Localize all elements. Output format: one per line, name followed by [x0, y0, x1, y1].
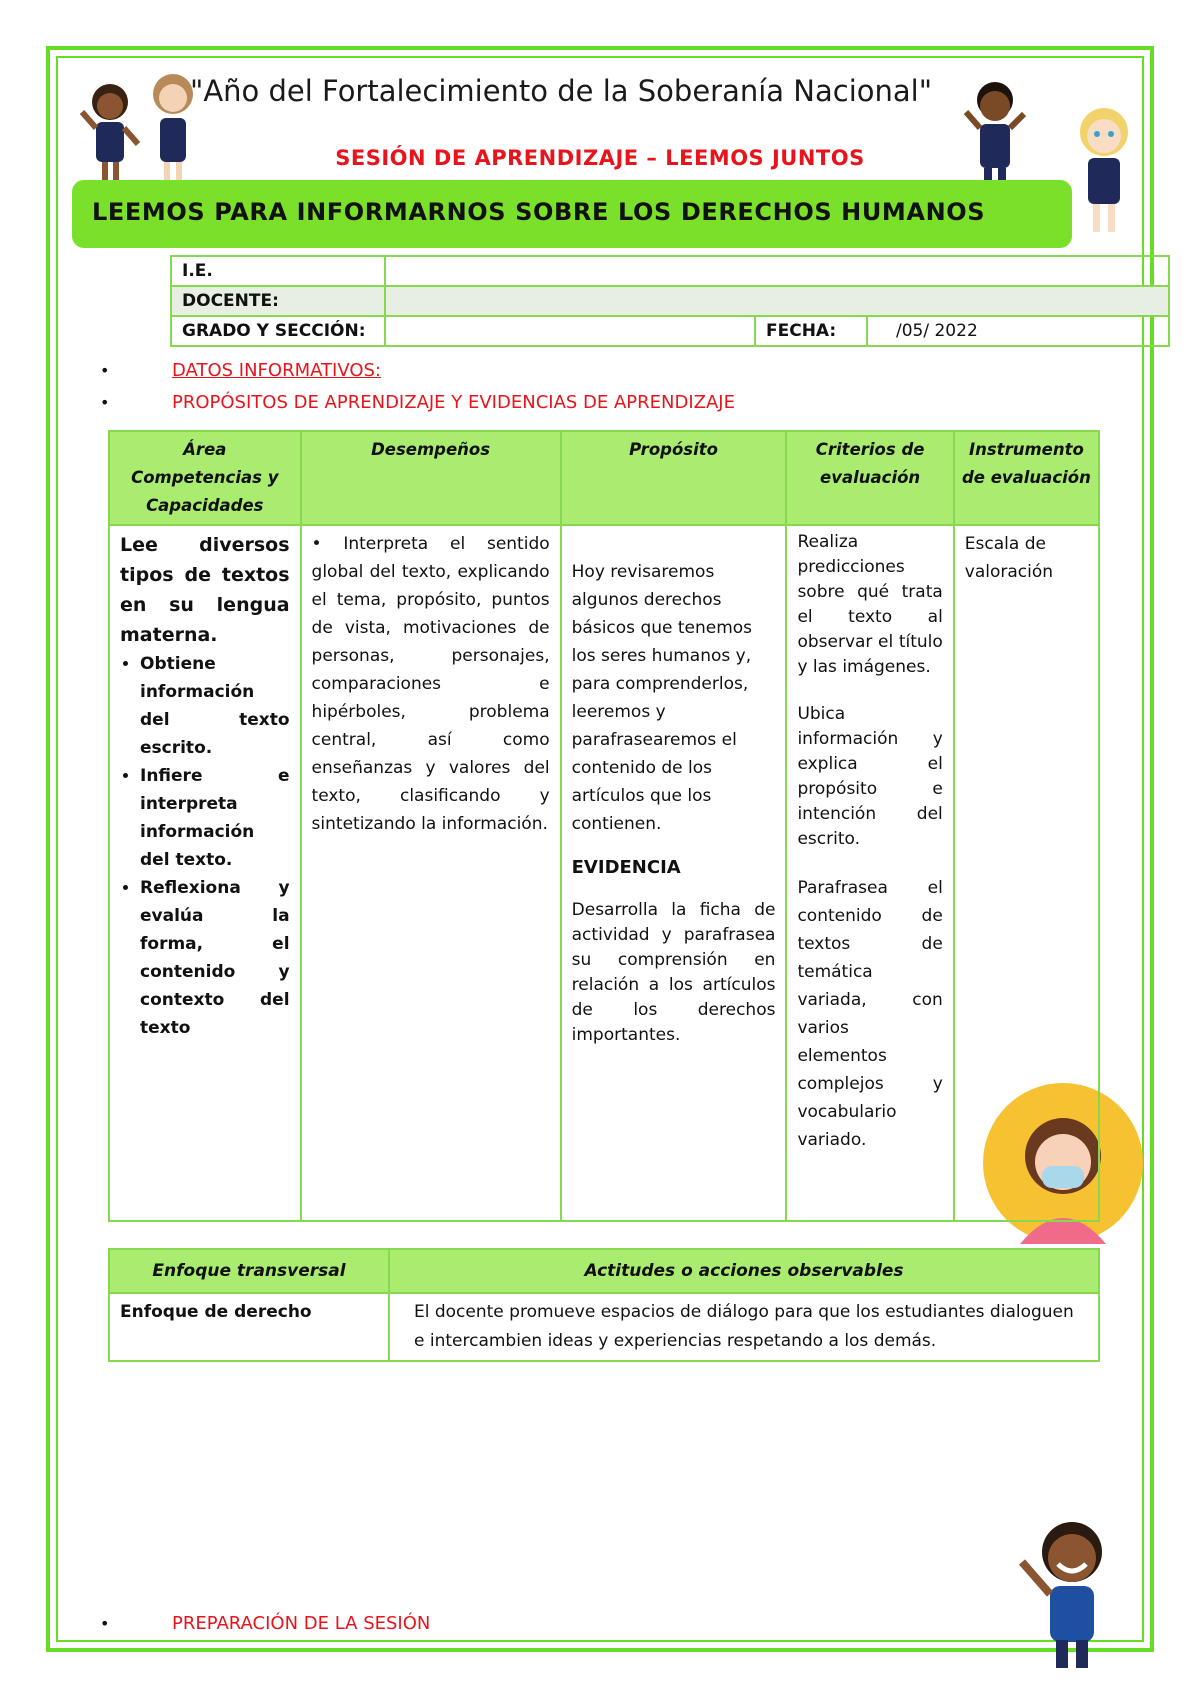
capacidad-item: • Obtiene información del texto escrito. [140, 650, 290, 762]
capacidad-item: • Infiere e interpreta información del texto. [140, 762, 290, 874]
proposito-text: Hoy revisaremos algunos derechos básicos que tenemos los seres humanos y, para comprenderlos, leeremos y parafrasearemos el contenido de los artículos que los contienen. [571, 562, 753, 834]
table-header-row [109, 431, 1099, 525]
header-proposito: Propósito [561, 431, 787, 525]
competencia-text: Lee diversos tipos de textos en su lengua materna. [120, 534, 290, 646]
propositos-heading: • PROPÓSITOS DE APRENDIZAJE Y EVIDENCIAS DE APRENDIZAJE [100, 387, 735, 419]
ie-label: I.E. [171, 256, 385, 286]
preparacion-heading: • PREPARACIÓN DE LA SESIÓN [100, 1608, 430, 1640]
child-illustration-girl-3 [1064, 102, 1144, 242]
ie-value[interactable] [385, 256, 1169, 286]
criterio-item: Realiza predicciones sobre qué trata el texto al observar el título y las imágenes. [797, 532, 943, 677]
learning-table [108, 430, 1100, 1222]
main-title: LEEMOS PARA INFORMARNOS SOBRE LOS DERECHOS HUMANOS [92, 198, 986, 226]
info-table [170, 255, 1170, 347]
info-row-grado [171, 316, 1169, 346]
grado-label: GRADO Y SECCIÓN: [171, 316, 385, 346]
enfoque-header-row [109, 1249, 1099, 1293]
cell-proposito [561, 525, 787, 1221]
header-actitudes: Actitudes o acciones observables [389, 1249, 1099, 1293]
capacidades-list [120, 650, 290, 1042]
fecha-value[interactable]: /05/ 2022 [867, 316, 1169, 346]
header-enfoque: Enfoque transversal [109, 1249, 389, 1293]
datos-heading: • DATOS INFORMATIVOS: [100, 355, 735, 387]
child-illustration-boy-1 [962, 76, 1028, 196]
table-body-row [109, 525, 1099, 1221]
cell-competencias [109, 525, 301, 1221]
header-instrumento: Instrumento de evaluación [954, 431, 1099, 525]
cell-desempeno: • Interpreta el sentido global del texto, explicando el tema, propósito, puntos de vista, motivaciones de personas, personajes, comparaciones e hipérboles, problema central, así como enseñanzas y valores del texto, clasificando y sintetizando la información. [301, 525, 561, 1221]
header-desempenos: Desempeños [301, 431, 561, 525]
header-area: Área Competencias y Capacidades [109, 431, 301, 525]
enfoque-row [109, 1293, 1099, 1361]
criterio-item: Parafrasea el contenido de textos de temática variada, con varios elementos complejos y vocabulario variado. [797, 878, 943, 1150]
capacidad-item: • Reflexiona y evalúa la forma, el contenido y contexto del texto [140, 874, 290, 1042]
enfoque-name: Enfoque de derecho [109, 1293, 389, 1361]
cell-instrumento: Escala de valoración [954, 525, 1099, 1221]
docente-label: DOCENTE: [171, 286, 385, 316]
info-row-ie [171, 256, 1169, 286]
info-row-docente [171, 286, 1169, 316]
grado-value[interactable] [385, 316, 755, 346]
evidencia-text: Desarrolla la ficha de actividad y parafrasea su comprensión en relación a los artículos de los derechos importantes. [571, 900, 776, 1045]
child-illustration-girl-1 [80, 78, 140, 190]
year-title: "Año del Fortalecimiento de la Soberanía Nacional" [190, 74, 933, 108]
cell-criterios [786, 525, 953, 1221]
header-criterios: Criterios de evaluación [786, 431, 953, 525]
jumping-boy-illustration [1006, 1512, 1130, 1672]
session-title: SESIÓN DE APRENDIZAJE – LEEMOS JUNTOS [335, 146, 865, 170]
criterio-item: Ubica información y explica el propósito e intención del escrito. [797, 704, 943, 849]
preparacion-section [100, 1608, 430, 1640]
enfoque-table [108, 1248, 1100, 1362]
fecha-label: FECHA: [755, 316, 867, 346]
section-list [100, 355, 735, 419]
enfoque-text: El docente promueve espacios de diálogo para que los estudiantes dialoguen e intercambien ideas y experiencias respetando a los demás. [389, 1293, 1099, 1361]
docente-value[interactable] [385, 286, 1169, 316]
evidencia-label: EVIDENCIA [571, 857, 681, 878]
